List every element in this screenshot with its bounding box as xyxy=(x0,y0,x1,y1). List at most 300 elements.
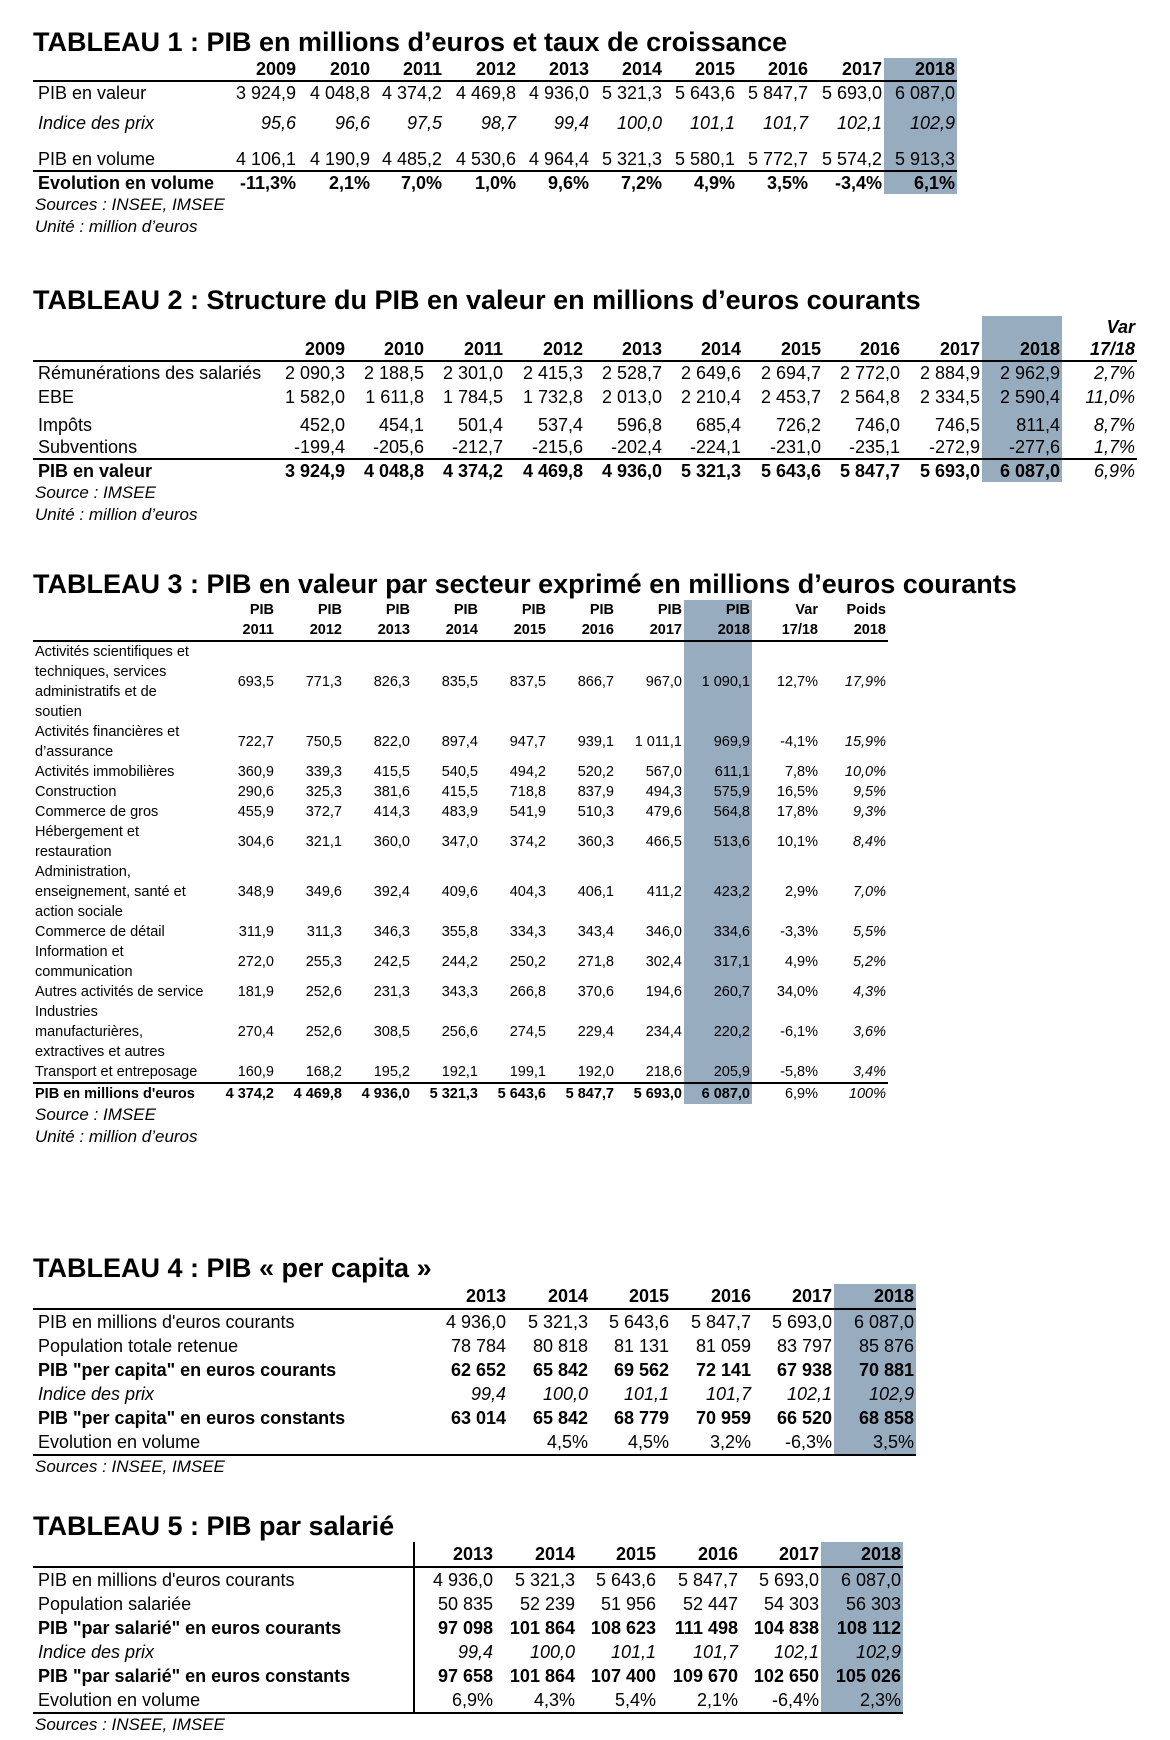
cell: 423,2 xyxy=(684,862,752,922)
cell: 540,5 xyxy=(441,764,478,780)
column-header: PIB xyxy=(249,602,274,618)
cell: 2 090,3 xyxy=(284,362,345,383)
table-row xyxy=(33,1567,903,1592)
table-row xyxy=(33,942,888,982)
row-label: Construction xyxy=(35,784,117,800)
cell: 1 732,8 xyxy=(522,386,583,407)
table-row xyxy=(33,1062,888,1083)
cell: 199,1 xyxy=(509,1064,546,1080)
cell: 370,6 xyxy=(577,984,614,1000)
cell: 4 106,1 xyxy=(235,149,296,169)
cell: 160,9 xyxy=(237,1064,274,1080)
cell: 99,4 xyxy=(414,1640,495,1664)
var-cell: 6,9% xyxy=(1062,459,1137,482)
cell: 611,1 xyxy=(684,762,752,782)
table-3-body xyxy=(33,641,888,1104)
cell: 52 239 xyxy=(519,1593,575,1614)
year-header: 2014 xyxy=(664,338,743,361)
row-label: Activités financières et d’assurance xyxy=(35,724,180,760)
cell: 494,3 xyxy=(645,784,682,800)
row-label: PIB en millions d'euros courants xyxy=(38,1311,295,1332)
year-header: 2018 xyxy=(982,338,1062,361)
table-2-var-row xyxy=(33,316,1137,338)
cell: 97,5 xyxy=(406,112,442,133)
cell: 746,0 xyxy=(854,415,900,435)
cell: 348,9 xyxy=(237,884,274,900)
table-row xyxy=(33,1616,903,1640)
cell: 4,9% xyxy=(664,171,737,194)
cell: 3,2% xyxy=(671,1430,753,1455)
year-header: 2014 xyxy=(591,58,664,81)
cell: 5 321,3 xyxy=(601,83,662,103)
cell: 939,1 xyxy=(577,734,614,750)
year-header: 2015 xyxy=(664,58,737,81)
cell: 4 374,2 xyxy=(426,459,505,482)
poids-cell: 8,4% xyxy=(852,834,886,850)
var-cell: 1,7% xyxy=(1093,436,1135,457)
cell: 244,2 xyxy=(441,954,478,970)
cell: 4 469,8 xyxy=(455,83,516,103)
row-label: Indice des prix xyxy=(38,1383,155,1404)
table-1 xyxy=(33,58,957,194)
year-header: 2014 xyxy=(495,1542,577,1567)
cell: 355,8 xyxy=(441,924,478,940)
cell: 750,5 xyxy=(305,734,342,750)
year-header: 2017 xyxy=(753,1284,834,1309)
cell: 105 026 xyxy=(821,1664,903,1688)
cell: 409,6 xyxy=(441,884,478,900)
table-2-unit: Unité : million d’euros xyxy=(35,505,198,524)
cell xyxy=(427,1430,508,1455)
cell: 360,0 xyxy=(373,834,410,850)
cell: 272,0 xyxy=(237,954,274,970)
table-5-header-row xyxy=(33,1542,903,1567)
cell: 1 784,5 xyxy=(442,386,503,407)
cell: 406,1 xyxy=(577,884,614,900)
cell: 947,7 xyxy=(509,734,546,750)
table-1-title: TABLEAU 1 : PIB en millions d’euros et taux de croissance xyxy=(33,27,788,57)
cell: 5 847,7 xyxy=(548,1083,616,1104)
cell: 483,9 xyxy=(441,804,478,820)
cell: 718,8 xyxy=(509,784,546,800)
var-cell: 6,9% xyxy=(752,1083,820,1104)
cell: 415,5 xyxy=(373,764,410,780)
cell: 411,2 xyxy=(646,884,682,900)
cell: 5,4% xyxy=(577,1688,658,1713)
table-3-unit: Unité : million d’euros xyxy=(35,1127,198,1146)
cell: -235,1 xyxy=(848,436,900,457)
column-header: 2014 xyxy=(412,620,480,641)
cell: 837,5 xyxy=(509,674,546,690)
cell: 334,3 xyxy=(509,924,546,940)
cell: 2 649,6 xyxy=(680,362,741,383)
poids-cell: 3,6% xyxy=(852,1024,886,1040)
cell: 5 643,6 xyxy=(608,1311,669,1332)
cell: 99,4 xyxy=(470,1383,506,1404)
poids-cell: 5,5% xyxy=(852,924,886,940)
cell: 479,6 xyxy=(645,804,682,820)
year-header: 2016 xyxy=(658,1542,740,1567)
cell: 835,5 xyxy=(441,674,478,690)
var-cell: 34,0% xyxy=(776,984,818,1000)
cell: 220,2 xyxy=(684,1002,752,1062)
cell: 250,2 xyxy=(509,954,546,970)
cell: 5 693,0 xyxy=(771,1311,832,1332)
cell: 466,5 xyxy=(645,834,682,850)
cell: 722,7 xyxy=(237,734,274,750)
row-label: Evolution en volume xyxy=(33,171,227,194)
column-header: PIB xyxy=(657,602,682,618)
cell: 2 301,0 xyxy=(442,362,503,383)
row-label: PIB en millions d'euros courants xyxy=(38,1569,295,1590)
cell: 51 956 xyxy=(600,1593,656,1614)
year-header: 2012 xyxy=(505,338,585,361)
table-4-section xyxy=(33,1252,916,1478)
var-cell: -6,1% xyxy=(780,1024,818,1040)
cell: 5 321,3 xyxy=(412,1083,480,1104)
cell: 2 334,5 xyxy=(919,386,980,407)
row-label: Rémunérations des salariés xyxy=(38,362,262,383)
table-1-source: Sources : INSEE, IMSEE xyxy=(35,195,225,214)
cell: 4 936,0 xyxy=(414,1567,495,1592)
cell: -215,6 xyxy=(531,436,583,457)
column-header: 2012 xyxy=(276,620,344,641)
cell: 826,3 xyxy=(373,674,410,690)
cell: 564,8 xyxy=(684,802,752,822)
cell: 2 694,7 xyxy=(760,362,821,383)
cell: -212,7 xyxy=(451,436,503,457)
cell: 6,9% xyxy=(414,1688,495,1713)
cell: 317,1 xyxy=(684,942,752,982)
row-label: Activités immobilières xyxy=(35,764,175,780)
cell: 102,1 xyxy=(786,1383,832,1404)
cell: 101,7 xyxy=(692,1641,738,1662)
table-row xyxy=(33,1430,916,1455)
var-cell: 17,8% xyxy=(776,804,818,820)
var-cell: 2,7% xyxy=(1093,362,1135,383)
table-1-unit: Unité : million d’euros xyxy=(35,217,198,236)
cell: 4 936,0 xyxy=(585,459,664,482)
cell: 726,2 xyxy=(775,415,821,435)
cell: 3 924,9 xyxy=(235,83,296,103)
cell: 7,2% xyxy=(591,171,664,194)
cell: 85 876 xyxy=(834,1334,916,1358)
poids-cell: 9,3% xyxy=(852,804,886,820)
cell: 494,2 xyxy=(509,764,546,780)
cell: 95,6 xyxy=(260,112,296,133)
cell: 3,5% xyxy=(834,1430,916,1455)
cell: 392,4 xyxy=(373,884,410,900)
cell: 4 936,0 xyxy=(445,1311,506,1332)
column-header: 2011 xyxy=(208,620,276,641)
cell: 5 643,6 xyxy=(674,83,735,103)
cell: 969,9 xyxy=(684,722,752,762)
cell: 2 453,7 xyxy=(760,386,821,407)
cell: -272,9 xyxy=(928,436,980,457)
cell: 68 779 xyxy=(613,1407,669,1428)
table-row xyxy=(33,459,1137,482)
cell: 102,9 xyxy=(821,1640,903,1664)
cell: 100,0 xyxy=(529,1641,575,1662)
table-row xyxy=(33,722,888,762)
cell: 897,4 xyxy=(441,734,478,750)
cell: 5 847,7 xyxy=(677,1569,738,1590)
cell: 56 303 xyxy=(821,1592,903,1616)
row-label: Evolution en volume xyxy=(33,1430,427,1455)
cell: 685,4 xyxy=(695,415,741,435)
table-4-title: TABLEAU 4 : PIB « per capita » xyxy=(33,1253,432,1283)
table-row xyxy=(33,436,1137,459)
row-label: Population totale retenue xyxy=(38,1335,239,1356)
table-row xyxy=(33,361,1137,384)
cell: 229,4 xyxy=(577,1024,614,1040)
cell: 374,2 xyxy=(509,834,546,850)
cell: -6,3% xyxy=(753,1430,834,1455)
table-3-title: TABLEAU 3 : PIB en valeur par secteur exprimé en millions d’euros courants xyxy=(33,569,1017,599)
table-row xyxy=(33,1664,903,1688)
cell: 5 643,6 xyxy=(480,1083,548,1104)
row-label: Hébergement et restauration xyxy=(35,824,139,860)
table-row xyxy=(33,1382,916,1406)
cell: 271,8 xyxy=(577,954,614,970)
table-3 xyxy=(33,600,888,1104)
table-2-header-row xyxy=(33,338,1137,361)
cell: 192,0 xyxy=(577,1064,614,1080)
table-row xyxy=(33,982,888,1002)
row-label: Commerce de détail xyxy=(35,924,165,940)
cell: 1,0% xyxy=(444,171,518,194)
cell: 5 321,3 xyxy=(601,149,662,169)
cell: 596,8 xyxy=(616,415,662,435)
table-row xyxy=(33,1309,916,1334)
var-header: Var xyxy=(1106,316,1135,337)
year-header: 2017 xyxy=(740,1542,821,1567)
cell: 325,3 xyxy=(305,784,342,800)
cell: 567,0 xyxy=(645,764,682,780)
year-header: 2018 xyxy=(821,1542,903,1567)
cell: 3 924,9 xyxy=(279,459,347,482)
cell: 101,7 xyxy=(762,112,808,133)
year-header: 2010 xyxy=(298,58,372,81)
table-4-header-row xyxy=(33,1284,916,1309)
cell: 4 469,8 xyxy=(505,459,585,482)
cell: 102 650 xyxy=(753,1665,819,1686)
cell: 360,9 xyxy=(237,764,274,780)
cell: 78 784 xyxy=(450,1335,506,1356)
cell: 5 847,7 xyxy=(747,83,808,103)
cell: 4 936,0 xyxy=(528,83,589,103)
cell: 97 658 xyxy=(414,1664,495,1688)
row-label: PIB en valeur xyxy=(38,83,147,103)
year-header: 2016 xyxy=(737,58,810,81)
row-label: Industries manufacturières, extractives et autres xyxy=(35,1004,165,1060)
cell: -224,1 xyxy=(689,436,741,457)
row-label: Activités scientifiques et techniques, services administratifs et de soutien xyxy=(35,644,189,720)
cell: -202,4 xyxy=(610,436,662,457)
year-header: 2015 xyxy=(577,1542,658,1567)
table-row xyxy=(33,384,1137,410)
cell: 347,0 xyxy=(441,834,478,850)
poids-cell: 3,4% xyxy=(852,1064,886,1080)
var-cell: 2,9% xyxy=(784,884,818,900)
cell: 541,9 xyxy=(509,804,546,820)
table-5 xyxy=(33,1542,903,1714)
cell: 4,5% xyxy=(508,1430,590,1455)
var-header: 17/18 xyxy=(1062,338,1137,361)
var-cell: 8,7% xyxy=(1093,415,1135,435)
cell: -199,4 xyxy=(293,436,345,457)
cell: 372,7 xyxy=(305,804,342,820)
cell: 70 881 xyxy=(834,1358,916,1382)
row-label: Subventions xyxy=(38,436,138,457)
column-header: PIB xyxy=(589,602,614,618)
column-header: 2017 xyxy=(616,620,684,641)
poids-cell: 15,9% xyxy=(844,734,886,750)
cell: 83 797 xyxy=(776,1335,832,1356)
cell: 72 141 xyxy=(695,1359,751,1380)
poids-cell: 5,2% xyxy=(852,954,886,970)
cell: 381,6 xyxy=(373,784,410,800)
year-header: 2011 xyxy=(372,58,444,81)
cell: 5 321,3 xyxy=(527,1311,588,1332)
cell: 2 013,0 xyxy=(601,386,662,407)
cell: -11,3% xyxy=(227,171,298,194)
cell: 67 938 xyxy=(776,1359,832,1380)
table-row xyxy=(33,1592,903,1616)
column-header: PIB xyxy=(453,602,478,618)
cell: 5 693,0 xyxy=(821,83,882,103)
cell: 98,7 xyxy=(480,112,516,133)
var-cell: 10,1% xyxy=(776,834,818,850)
cell: 102,9 xyxy=(834,1382,916,1406)
row-label: Information et communication xyxy=(35,944,133,980)
cell: 5 321,3 xyxy=(514,1569,575,1590)
cell: 5 693,0 xyxy=(902,459,982,482)
cell: 2 884,9 xyxy=(919,362,980,383)
table-2 xyxy=(33,316,1137,482)
cell: 2 962,9 xyxy=(982,361,1062,384)
cell: 102,1 xyxy=(836,112,882,133)
cell: 415,5 xyxy=(441,784,478,800)
cell: 101,1 xyxy=(610,1641,656,1662)
cell: 4 048,8 xyxy=(347,459,426,482)
table-row xyxy=(33,1688,903,1713)
cell: 5 693,0 xyxy=(758,1569,819,1590)
cell: 4,3% xyxy=(495,1688,577,1713)
year-header: 2011 xyxy=(426,338,505,361)
table-row xyxy=(33,822,888,862)
cell: 290,6 xyxy=(237,784,274,800)
cell: 6 087,0 xyxy=(834,1309,916,1334)
cell: 771,3 xyxy=(305,674,342,690)
cell: 99,4 xyxy=(553,112,589,133)
cell: 2 772,0 xyxy=(839,362,900,383)
cell: 346,3 xyxy=(373,924,410,940)
table-5-section xyxy=(33,1510,903,1736)
cell: 4 485,2 xyxy=(381,149,442,169)
year-header: 2015 xyxy=(590,1284,671,1309)
cell: 2,3% xyxy=(821,1688,903,1713)
cell: 111 498 xyxy=(674,1617,738,1638)
cell: 346,0 xyxy=(645,924,682,940)
year-header: 2013 xyxy=(427,1284,508,1309)
cell: 343,4 xyxy=(577,924,614,940)
cell: 102,1 xyxy=(773,1641,819,1662)
cell: 100,0 xyxy=(542,1383,588,1404)
poids-cell: 17,9% xyxy=(844,674,886,690)
cell: 101,7 xyxy=(705,1383,751,1404)
table-3-section xyxy=(33,568,1017,1148)
cell: 6 087,0 xyxy=(884,81,957,105)
column-header: Poids xyxy=(846,602,886,618)
cell: 4 964,4 xyxy=(528,149,589,169)
cell: 866,7 xyxy=(577,674,614,690)
cell: 181,9 xyxy=(237,984,274,1000)
table-row xyxy=(33,1083,888,1104)
cell: 63 014 xyxy=(450,1407,506,1428)
cell: 2 210,4 xyxy=(680,386,741,407)
row-label: Impôts xyxy=(38,415,93,435)
cell: 537,4 xyxy=(537,415,583,435)
cell: 192,1 xyxy=(441,1064,478,1080)
cell: 2 415,3 xyxy=(522,362,583,383)
cell: 404,3 xyxy=(509,884,546,900)
year-header: 2018 xyxy=(834,1284,916,1309)
cell: 255,3 xyxy=(305,954,342,970)
cell: 811,4 xyxy=(982,410,1062,436)
cell: 102,9 xyxy=(884,105,957,141)
cell: 510,3 xyxy=(577,804,614,820)
table-row xyxy=(33,641,888,722)
cell: 101,1 xyxy=(689,112,735,133)
cell: 50 835 xyxy=(414,1592,495,1616)
cell: 2 590,4 xyxy=(982,384,1062,410)
cell: -277,6 xyxy=(982,436,1062,459)
cell: 513,6 xyxy=(684,822,752,862)
table-2-title: TABLEAU 2 : Structure du PIB en valeur en millions d’euros courants xyxy=(33,285,921,315)
year-header: 2012 xyxy=(444,58,518,81)
year-header: 2013 xyxy=(518,58,591,81)
table-row xyxy=(33,171,957,194)
cell: 69 562 xyxy=(613,1359,669,1380)
cell: 454,1 xyxy=(378,415,424,435)
cell: 62 652 xyxy=(450,1359,506,1380)
var-cell: 16,5% xyxy=(776,784,818,800)
row-label: PIB "per capita" en euros constants xyxy=(38,1407,346,1428)
cell: 218,6 xyxy=(645,1064,682,1080)
cell: 252,6 xyxy=(305,984,342,1000)
cell: 311,9 xyxy=(238,924,274,940)
table-row xyxy=(33,922,888,942)
row-label: Commerce de gros xyxy=(35,804,159,820)
cell: 2 528,7 xyxy=(601,362,662,383)
row-label: PIB en millions d'euros xyxy=(33,1083,208,1104)
cell: 107 400 xyxy=(590,1665,656,1686)
cell: 5 580,1 xyxy=(674,149,735,169)
cell: 270,4 xyxy=(237,1024,274,1040)
cell: 256,6 xyxy=(441,1024,478,1040)
cell: 4 374,2 xyxy=(208,1083,276,1104)
cell: 5 847,7 xyxy=(690,1311,751,1332)
table-4 xyxy=(33,1284,916,1456)
cell: 70 959 xyxy=(695,1407,751,1428)
table-1-section xyxy=(33,26,957,238)
cell: -3,4% xyxy=(810,171,884,194)
row-label: EBE xyxy=(38,386,75,407)
cell: 108 623 xyxy=(590,1617,656,1638)
table-row xyxy=(33,762,888,782)
table-row xyxy=(33,1358,916,1382)
